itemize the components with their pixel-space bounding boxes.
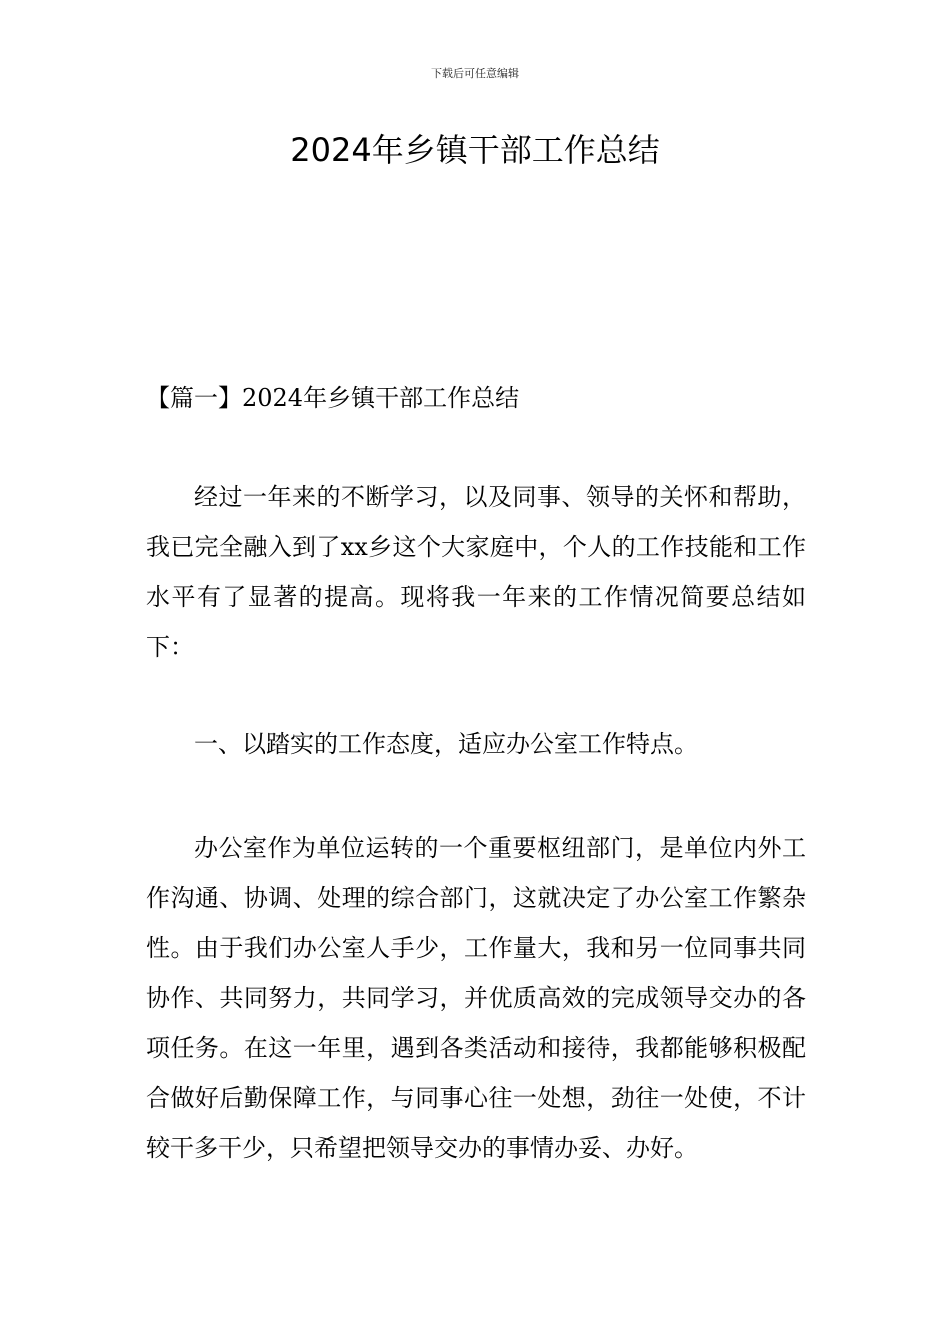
section-heading: 【篇一】2024年乡镇干部工作总结 bbox=[146, 384, 520, 412]
paragraph-point-one: 一、以踏实的工作态度，适应办公室工作特点。 bbox=[194, 730, 698, 758]
paragraph-intro: 经过一年来的不断学习，以及同事、领导的关怀和帮助，我已完全融入到了xx乡这个大家庭中，个人的工作技能和工作水平有了显著的提高。现将我一年来的工作情况简要总结如下： bbox=[146, 483, 806, 661]
header-note: 下载后可任意编辑 bbox=[431, 67, 519, 80]
paragraph-office-work: 办公室作为单位运转的一个重要枢纽部门，是单位内外工作沟通、协调、处理的综合部门，这就决定了办公室工作繁杂性。由于我们办公室人手少，工作量大，我和另一位同事共同协作、共同努力，共同学习，并优质高效的完成领导交办的各项任务。在这一年里，遇到各类活动和接待，我都能够积极配合做好后勤保障工作，与同事心往一处想，劲往一处使，不计较干多干少，只希望把领导交办的事情办妥、办好。 bbox=[146, 834, 806, 1162]
document-title: 2024年乡镇干部工作总结 bbox=[290, 131, 660, 169]
